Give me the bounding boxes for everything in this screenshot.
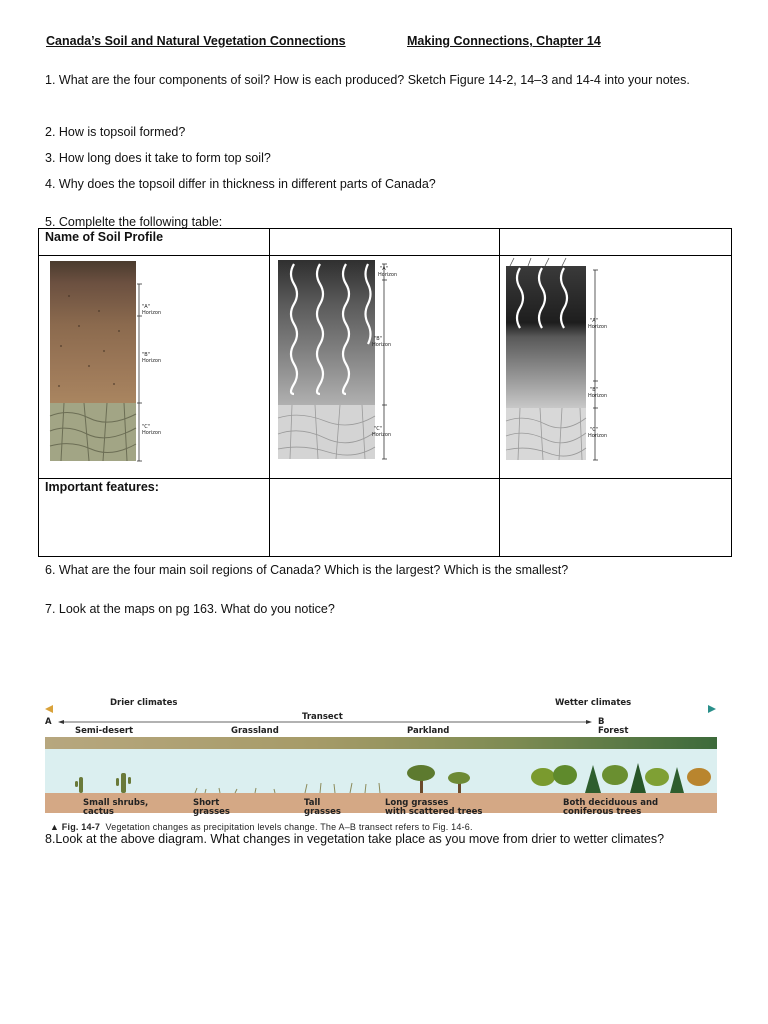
question-6: 6. What are the four main soil regions of Canada? Which is the largest? Which is the smallest?	[45, 563, 569, 577]
veg-semi-desert-line2: cactus	[83, 807, 114, 817]
soil-profile-image-cell-2	[270, 256, 500, 479]
horizon-a-label: "A"	[380, 266, 389, 272]
transect-label: Transect	[302, 712, 343, 722]
zone-forest: Forest	[598, 726, 629, 736]
horizon-c-label: "C"	[142, 424, 151, 430]
horizon-a-b-layer	[50, 261, 136, 403]
horizon-word: Horizon	[142, 358, 162, 364]
horizon-b-label: "B"	[374, 336, 383, 342]
drier-climates-label: Drier climates	[110, 698, 178, 708]
zone-parkland: Parkland	[407, 726, 450, 736]
question-4: 4. Why does the topsoil differ in thickness in different parts of Canada?	[45, 177, 436, 191]
horizon-word: Horizon	[142, 310, 162, 316]
worksheet-title: Canada’s Soil and Natural Vegetation Connections	[46, 34, 346, 48]
veg-forest-line2: coniferous trees	[563, 807, 642, 817]
point-b-label: B	[598, 717, 605, 727]
soil-profile-diagram-1	[39, 256, 270, 475]
horizon-word: Horizon	[372, 432, 392, 438]
wetter-climates-label: Wetter climates	[555, 698, 632, 708]
name-of-soil-profile-label: Name of Soil Profile	[39, 229, 270, 256]
figure-caption	[50, 822, 473, 832]
zone-semi-desert: Semi-desert	[75, 726, 134, 736]
soil-profile-table	[38, 228, 732, 557]
veg-short-grass-line1: Short	[193, 798, 220, 808]
horizon-word: Horizon	[588, 433, 608, 439]
veg-tall-grass-line2: grasses	[304, 807, 341, 817]
horizon-word: Horizon	[378, 272, 398, 278]
horizon-word: Horizon	[142, 430, 162, 436]
question-1: 1. What are the four components of soil? How is each produced? Sketch Figure 14-2, 14–3 and 14-4 into your notes.	[45, 73, 690, 87]
veg-short-grass-line2: grasses	[193, 807, 230, 817]
chapter-title: Making Connections, Chapter 14	[407, 34, 601, 48]
horizon-b-label: "B"	[142, 352, 151, 358]
veg-semi-desert-line1: Small shrubs,	[83, 798, 149, 808]
profile-name-cell-2	[270, 229, 500, 256]
horizon-a-b-layer	[506, 266, 586, 408]
question-7: 7. Look at the maps on pg 163. What do you notice?	[45, 602, 335, 616]
important-features-label: Important features:	[39, 479, 270, 557]
horizon-c-layer	[278, 405, 375, 459]
question-5: 5. Complelte the following table:	[45, 215, 223, 229]
soil-profile-image-cell-1	[39, 256, 270, 479]
zone-color-band	[45, 737, 717, 749]
horizon-word: Horizon	[588, 393, 608, 399]
horizon-c-label: "C"	[590, 427, 599, 433]
vegetation-transect-figure	[45, 695, 717, 820]
horizon-word: Horizon	[372, 342, 392, 348]
veg-forest-line1: Both deciduous and	[563, 798, 659, 808]
veg-tall-grass-line1: Tall	[304, 798, 321, 808]
soil-profile-image-cell-3	[500, 256, 732, 479]
zone-grassland: Grassland	[231, 726, 279, 736]
horizon-a-label: "A"	[590, 318, 599, 324]
question-3: 3. How long does it take to form top soil?	[45, 151, 271, 165]
horizon-c-label: "C"	[374, 426, 383, 432]
figure-caption-text: Vegetation changes as precipitation levels change. The A–B transect refers to Fig. 14-6.	[105, 822, 473, 832]
question-2: 2. How is topsoil formed?	[45, 125, 186, 139]
question-8: 8.Look at the above diagram. What changes in vegetation take place as you move from drier to wetter climates?	[45, 832, 665, 846]
features-cell-2	[270, 479, 500, 557]
veg-parkland-line2: with scattered trees	[385, 807, 483, 817]
features-cell-3	[500, 479, 732, 557]
figure-number: ▲ Fig. 14-7	[50, 822, 101, 832]
horizon-a-label: "A"	[142, 304, 151, 310]
horizon-scale	[382, 264, 387, 459]
soil-profile-diagram-2	[270, 256, 500, 475]
veg-parkland-line1: Long grasses	[385, 798, 449, 808]
horizon-word: Horizon	[588, 324, 608, 330]
horizon-b-label: "B"	[590, 387, 599, 393]
soil-profile-diagram-3	[500, 256, 732, 475]
point-a-label: A	[45, 717, 52, 727]
profile-name-cell-3	[500, 229, 732, 256]
